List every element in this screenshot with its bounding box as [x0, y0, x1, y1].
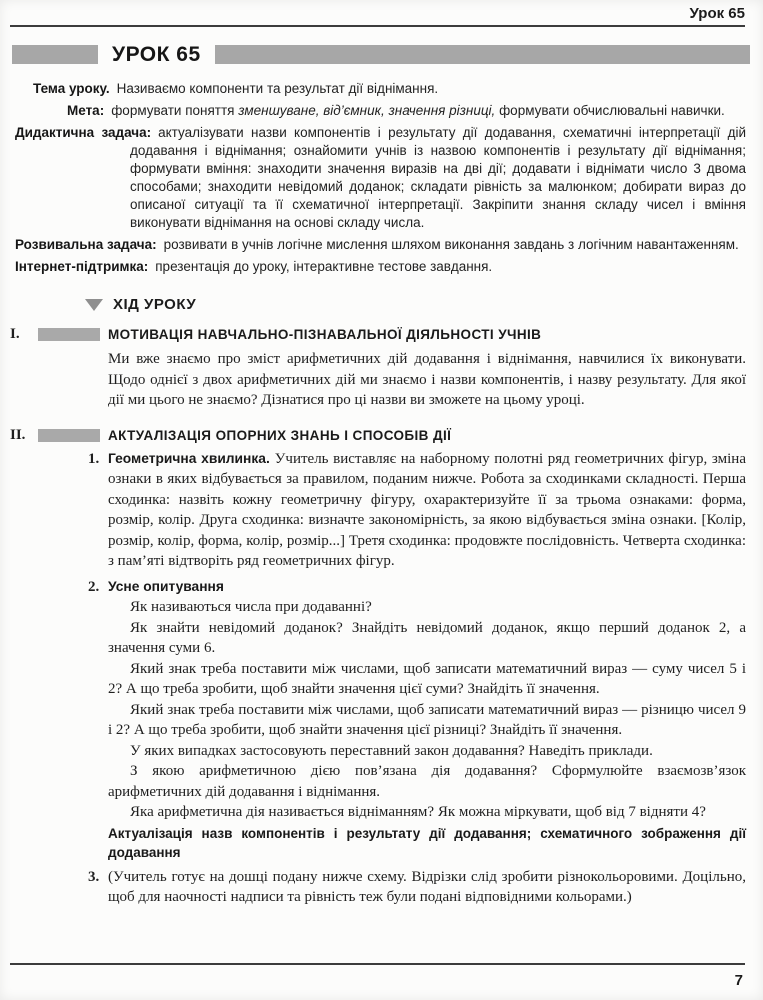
section-2-header [0, 427, 763, 444]
section-1-header [0, 326, 763, 343]
page-number: 7 [734, 972, 743, 989]
meta-label-goal: Мета: [67, 103, 105, 118]
meta-text-didactic-task: актуалізувати назви компонентів і результату дії додавання, схематичні інтерпретації дій додавання і віднімання; ознайомити учнів із назвою компонентів і результату дії віднімання; формувати вміння: знаходити значення виразів на дві дії; додавати і віднімати число 3 двома способами; знаходити невідомий доданок; складати рівність за малюнком; добирати вираз до описаної ситуації та її схематичної інтерпретації. Закріпити знання складу чисел і вміння виконувати віднімання на основі складу числа. [130, 125, 746, 230]
running-head: Урок 65 [689, 5, 745, 22]
item-2-number: 2. [88, 578, 100, 595]
item-1-number: 1. [88, 450, 100, 467]
meta-row-goal [67, 102, 746, 120]
question-paragraph: Який знак треба поставити між числами, щоб записати математичний вираз — суму чисел 5 і 2? А що треба зробити, щоб знайти значення цієї суми? Знайдіть її значення. [108, 660, 746, 697]
meta-text-internet-support: презентація до уроку, інтерактивне тестове завдання. [155, 259, 493, 274]
footer-rule [10, 963, 745, 965]
band-bar-left [12, 45, 98, 64]
meta-label-internet-support: Інтернет-підтримка: [15, 259, 149, 274]
list-item-3 [88, 867, 746, 908]
meta-text-development-task: розвивати в учнів логічне мислення шляхом виконання завдань з логічним навантаженням. [163, 237, 739, 252]
lesson-flow-title: ХІД УРОКУ [113, 296, 197, 313]
question-paragraph: Як називаються числа при додаванні? [130, 599, 372, 615]
section-1-bar [38, 328, 100, 341]
meta-row-internet-support [0, 258, 746, 276]
lesson-meta-block [0, 80, 746, 280]
meta-text-topic: Називаємо компоненти та результат дії віднімання. [116, 81, 439, 96]
question-paragraph: Як знайти невідомий доданок? Знайдіть невідомий доданок, якщо перший доданок 2, а значення суми 6. [108, 619, 746, 656]
meta-label-development-task: Розвивальна задача: [15, 237, 157, 252]
band-bar-right [215, 45, 750, 64]
meta-row-didactic-task [0, 124, 746, 232]
section-1-numeral: I. [10, 326, 20, 342]
section-1-body [0, 349, 763, 411]
actualization-subheading: Актуалізація назв компонентів і результату дії додавання; схематичного зображення дії додавання [108, 825, 746, 860]
section-1-title: МОТИВАЦІЯ НАВЧАЛЬНО-ПІЗНАВАЛЬНОЇ ДІЯЛЬНОСТІ УЧНІВ [108, 327, 542, 342]
triangle-down-icon [85, 299, 103, 311]
lesson-title-band [12, 42, 750, 66]
header-rule [10, 25, 745, 27]
meta-text-goal-terms: зменшуване, від’ємник, значення різниці, [238, 103, 496, 118]
list-item-1 [88, 449, 746, 572]
section-1-paragraph: Ми вже знаємо про зміст арифметичних дій додавання і віднімання, навчилися їх виконувати. Щодо однієї з двох арифметичних дій ми знаємо і назви компонентів, і назву результату. Для якої дії ми цього не знаємо? Дізнатися про ці назви ви зможете на цьому уроці. [108, 351, 746, 408]
lesson-flow-heading [85, 296, 196, 313]
question-paragraph: У яких випадках застосовують переставний закон додавання? Наведіть приклади. [130, 742, 653, 759]
lesson-title: УРОК 65 [112, 42, 201, 66]
meta-row-topic [33, 80, 746, 98]
section-2-title: АКТУАЛІЗАЦІЯ ОПОРНИХ ЗНАНЬ І СПОСОБІВ ДІЇ [108, 427, 452, 443]
meta-row-development-task [0, 236, 746, 254]
question-paragraph: Яка арифметична дія називається відніманням? Як можна міркувати, щоб від 7 відняти 4? [130, 804, 706, 820]
question-paragraph: З якою арифметичною дією пов’язана дія додавання? Сформулюйте взаємозв’язок арифметичних дій додавання і віднімання. [108, 763, 746, 800]
item-1-text: Учитель виставляє на наборному полотні ряд геометричних фігур, зміна ознаки в яких відбувається за правилом, поданим нижче. Робота за сходинками складності. Перша сходинка: назвіть кожну геометричну фігуру, охарактеризуйте її за трьома ознаками: форма, розмір, колір. Друга сходинка: визначте закономірність, за якою відбувається зміна ознаки. [Колір, розмір, колір, форма, колір, розмір...] Третя сходинка: продовжте послідовність. Четверта сходинка: з пам’яті відтворіть ряд геометричних фігур. [108, 450, 746, 569]
list-item-2 [88, 577, 746, 598]
section-spacer [0, 411, 763, 427]
item-2-lead: Усне опитування [108, 578, 224, 594]
section-2-numeral: II. [10, 426, 26, 443]
item-1-lead: Геометрична хвилинка. [108, 450, 270, 466]
meta-text-goal-after: формувати обчислювальні навички. [499, 103, 725, 118]
meta-text-goal-before: формувати поняття [111, 103, 235, 118]
question-paragraph: Який знак треба поставити між числами, щоб записати математичний вираз — різницю чисел 9 і 2? А що треба зробити, щоб знайти значення цієї різниці? Знайдіть її значення. [108, 701, 746, 738]
lesson-content [0, 326, 763, 908]
section-2-bar [38, 429, 100, 442]
meta-label-topic: Тема уроку. [33, 81, 110, 96]
item-3-text: (Учитель готує на дошці подану нижче схему. Відрізки слід зробити різнокольоровими. Доцільно, щоб для наочності надписи та рівність теж були подані відповідними кольорами.) [108, 868, 746, 905]
meta-label-didactic-task: Дидактична задача: [15, 125, 152, 140]
item-3-number: 3. [88, 868, 100, 885]
